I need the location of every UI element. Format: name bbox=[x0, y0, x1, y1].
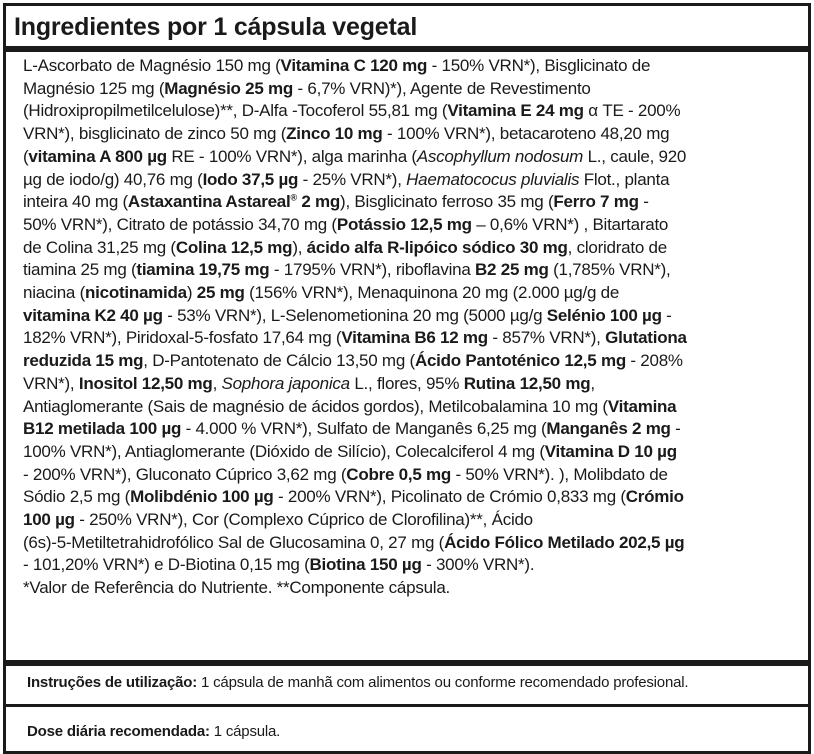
ingredient-highlight: Cobre 0,5 mg bbox=[346, 464, 451, 484]
ingredients-line bbox=[23, 554, 801, 577]
ingredient-highlight: Molibdénio 100 µg bbox=[130, 487, 274, 507]
ingredient-highlight: Vitamina C 120 mg bbox=[280, 56, 428, 75]
ingredient-highlight: Rutina 12,50 mg bbox=[463, 373, 591, 393]
ingredient-highlight: Zinco 10 mg bbox=[286, 124, 383, 144]
ingredient-highlight: Vitamina E 24 mg bbox=[447, 101, 584, 121]
ingredient-text: - 6,7% VRN)*), Agente de Revestimento bbox=[293, 78, 591, 98]
ingredient-text: ) bbox=[186, 283, 197, 303]
ingredient-highlight: Colina 12,5 mg bbox=[175, 237, 293, 257]
ingredient-text: - 150% VRN*), Bisglicinato de bbox=[427, 56, 651, 75]
ingredient-highlight: Biotina 150 µg bbox=[309, 555, 422, 575]
ingredients-line bbox=[23, 509, 801, 532]
ingredients-line bbox=[23, 577, 801, 600]
ingredient-text: - 25% VRN*), bbox=[298, 169, 407, 189]
supplement-label bbox=[3, 3, 811, 754]
ingredient-text: niacina ( bbox=[23, 283, 86, 303]
ingredient-text: Antiaglomerante (Sais de magnésio de ácidos gordos), Metilcobalamina 10 mg ( bbox=[23, 396, 608, 416]
ingredient-text: - bbox=[661, 305, 672, 325]
ingredient-highlight: Ácido Pantoténico 12,5 mg bbox=[414, 351, 626, 371]
ingredient-text: VRN*), bbox=[23, 373, 79, 393]
ingredient-text: α TE - 200% bbox=[583, 101, 681, 121]
ingredients-line bbox=[23, 214, 801, 237]
instructions-divider bbox=[6, 704, 808, 707]
ingredient-highlight: Vitamina B6 12 mg bbox=[341, 328, 488, 348]
ingredients-divider bbox=[6, 660, 808, 666]
ingredients-line bbox=[23, 146, 801, 169]
daily-dose bbox=[27, 722, 280, 742]
ingredient-text: - 857% VRN*), bbox=[487, 328, 606, 348]
ingredient-text: - 101,20% VRN*) e D-Biotina 0,15 mg ( bbox=[23, 555, 310, 575]
ingredient-text: - 200% VRN*), Picolinato de Crómio 0,833 mg ( bbox=[273, 487, 626, 507]
ingredient-text: *Valor de Referência do Nutriente. **Componente cápsula. bbox=[23, 578, 451, 598]
ingredient-highlight: tiamina 19,75 mg bbox=[136, 260, 270, 280]
ingredient-text: - 300% VRN*). bbox=[421, 555, 535, 575]
ingredients-block bbox=[23, 55, 801, 600]
ingredient-text: (156% VRN*), Menaquinona 20 mg (2.000 µg/g de bbox=[244, 283, 620, 303]
ingredient-text: ), Bisglicinato ferroso 35 mg ( bbox=[340, 192, 554, 212]
ingredient-text: , cloridrato de bbox=[567, 237, 667, 257]
ingredient-text: - bbox=[670, 419, 681, 439]
ingredient-text: , D-Pantotenato de Cálcio 13,50 mg ( bbox=[143, 351, 415, 371]
daily-dose-text: 1 cápsula. bbox=[209, 723, 281, 740]
ingredients-line bbox=[23, 169, 801, 192]
ingredient-text: (1,785% VRN*), bbox=[548, 260, 671, 280]
ingredients-line bbox=[23, 350, 801, 373]
species-name: Sophora japonica bbox=[221, 373, 350, 393]
ingredient-highlight: B2 25 mg bbox=[475, 260, 549, 280]
ingredient-text: 100% VRN*), Antiaglomerante (Dióxido de Silício), Colecalciferol 4 mg ( bbox=[23, 441, 545, 461]
ingredients-line bbox=[23, 259, 801, 282]
ingredient-text: inteira 40 mg ( bbox=[23, 192, 128, 212]
daily-dose-label: Dose diária recomendada: bbox=[27, 723, 210, 740]
ingredient-text: , bbox=[212, 373, 222, 393]
species-name: Haematococus pluvialis bbox=[406, 169, 580, 189]
ingredient-text: - 250% VRN*), Cor (Complexo Cúprico de Clorofilina)**, Ácido bbox=[74, 510, 533, 530]
ingredient-text: de Colina 31,25 mg ( bbox=[23, 237, 176, 257]
ingredients-line bbox=[23, 55, 801, 78]
ingredient-text: - 53% VRN*), L-Selenometionina 20 mg (5000 µg/g bbox=[162, 305, 547, 325]
ingredients-line bbox=[23, 123, 801, 146]
ingredient-highlight: Crómio bbox=[625, 487, 684, 507]
ingredients-line bbox=[23, 237, 801, 260]
ingredient-highlight: Selénio 100 µg bbox=[546, 305, 662, 325]
ingredients-line bbox=[23, 100, 801, 123]
ingredient-highlight: B12 metilada 100 µg bbox=[23, 419, 182, 439]
ingredient-highlight: vitamina A 800 µg bbox=[28, 146, 167, 166]
ingredient-highlight: Iodo 37,5 µg bbox=[202, 169, 299, 189]
ingredients-line bbox=[23, 191, 801, 214]
ingredient-text: – 0,6% VRN*) , Bitartarato bbox=[471, 214, 669, 234]
ingredients-line bbox=[23, 464, 801, 487]
ingredients-line bbox=[23, 327, 801, 350]
usage-instructions bbox=[27, 673, 688, 693]
ingredient-text: - 50% VRN*). ), Molibdato de bbox=[451, 464, 668, 484]
ingredient-text: - 208% bbox=[625, 351, 683, 371]
ingredient-text: (Hidroxipropilmetilcelulose)**, D-Alfa -Tocoferol 55,81 mg ( bbox=[23, 101, 448, 121]
ingredients-text bbox=[23, 55, 801, 600]
ingredients-line bbox=[23, 396, 801, 419]
ingredient-text: L., caule, 920 bbox=[583, 146, 687, 166]
ingredient-text: - 100% VRN*), betacaroteno 48,20 mg bbox=[382, 124, 670, 144]
ingredient-text: tiamina 25 mg ( bbox=[23, 260, 137, 280]
ingredients-line bbox=[23, 418, 801, 441]
label-title: Ingredientes por 1 cápsula vegetal bbox=[14, 13, 418, 41]
ingredients-line bbox=[23, 441, 801, 464]
ingredients-line bbox=[23, 532, 801, 555]
ingredient-text: - 1795% VRN*), riboflavina bbox=[269, 260, 476, 280]
ingredient-highlight: Magnésio 25 mg bbox=[164, 78, 294, 98]
ingredient-text: L., flores, 95% bbox=[349, 373, 464, 393]
ingredient-text: L-Ascorbato de Magnésio 150 mg ( bbox=[23, 56, 281, 75]
ingredient-text: - 4.000 % VRN*), Sulfato de Manganês 6,25 mg ( bbox=[181, 419, 547, 439]
ingredient-highlight: 2 mg bbox=[296, 192, 341, 212]
ingredient-highlight: Manganês 2 mg bbox=[546, 419, 671, 439]
species-name: Ascophyllum nodosum bbox=[416, 146, 584, 166]
ingredient-highlight: Ácido Fólico Metilado 202,5 µg bbox=[444, 532, 685, 552]
ingredient-text: 50% VRN*), Citrato de potássio 34,70 mg ( bbox=[23, 214, 337, 234]
ingredient-text: µg de iodo/g) 40,76 mg ( bbox=[23, 169, 203, 189]
ingredients-line bbox=[23, 373, 801, 396]
ingredient-highlight: vitamina K2 40 µg bbox=[23, 305, 163, 325]
ingredients-line bbox=[23, 305, 801, 328]
ingredient-highlight: ® bbox=[290, 192, 297, 203]
ingredient-text: (6s)-5-Metiltetrahidrofólico Sal de Glucosamina 0, 27 mg ( bbox=[23, 532, 445, 552]
usage-instructions-text: 1 cápsula de manhã com alimentos ou conforme recomendado profesional. bbox=[197, 674, 689, 691]
ingredient-text: - 200% VRN*), Gluconato Cúprico 3,62 mg ( bbox=[23, 464, 347, 484]
ingredient-highlight: Potássio 12,5 mg bbox=[336, 214, 472, 234]
ingredient-highlight: reduzida 15 mg bbox=[23, 351, 144, 371]
ingredient-highlight: 25 mg bbox=[196, 283, 245, 303]
title-divider bbox=[6, 46, 808, 52]
ingredient-highlight: Glutationa bbox=[605, 328, 687, 348]
ingredients-line bbox=[23, 78, 801, 101]
ingredient-text: VRN*), bisglicinato de zinco 50 mg ( bbox=[23, 124, 287, 144]
ingredient-text: 182% VRN*), Piridoxal-5-fosfato 17,64 mg ( bbox=[23, 328, 342, 348]
ingredient-highlight: ácido alfa R-lipóico sódico 30 mg bbox=[306, 237, 568, 257]
ingredients-line bbox=[23, 486, 801, 509]
ingredient-text: Sódio 2,5 mg ( bbox=[23, 487, 131, 507]
ingredient-text: RE - 100% VRN*), alga marinha ( bbox=[166, 146, 417, 166]
ingredient-text: ( bbox=[23, 146, 29, 166]
ingredient-highlight: Astaxantina Astareal bbox=[127, 192, 291, 212]
ingredients-line bbox=[23, 282, 801, 305]
ingredient-text: Magnésio 125 mg ( bbox=[23, 78, 165, 98]
ingredient-highlight: Inositol 12,50 mg bbox=[78, 373, 213, 393]
ingredient-text: - bbox=[638, 192, 649, 212]
ingredient-highlight: Ferro 7 mg bbox=[553, 192, 639, 212]
ingredient-highlight: Vitamina D 10 µg bbox=[544, 441, 677, 461]
ingredient-text: ), bbox=[292, 237, 307, 257]
ingredient-highlight: 100 µg bbox=[23, 510, 75, 530]
ingredient-highlight: Vitamina bbox=[607, 396, 677, 416]
ingredient-text: , bbox=[590, 373, 595, 393]
usage-instructions-label: Instruções de utilização: bbox=[27, 674, 198, 691]
ingredient-highlight: nicotinamida bbox=[85, 283, 187, 303]
ingredient-text: Flot., planta bbox=[579, 169, 670, 189]
